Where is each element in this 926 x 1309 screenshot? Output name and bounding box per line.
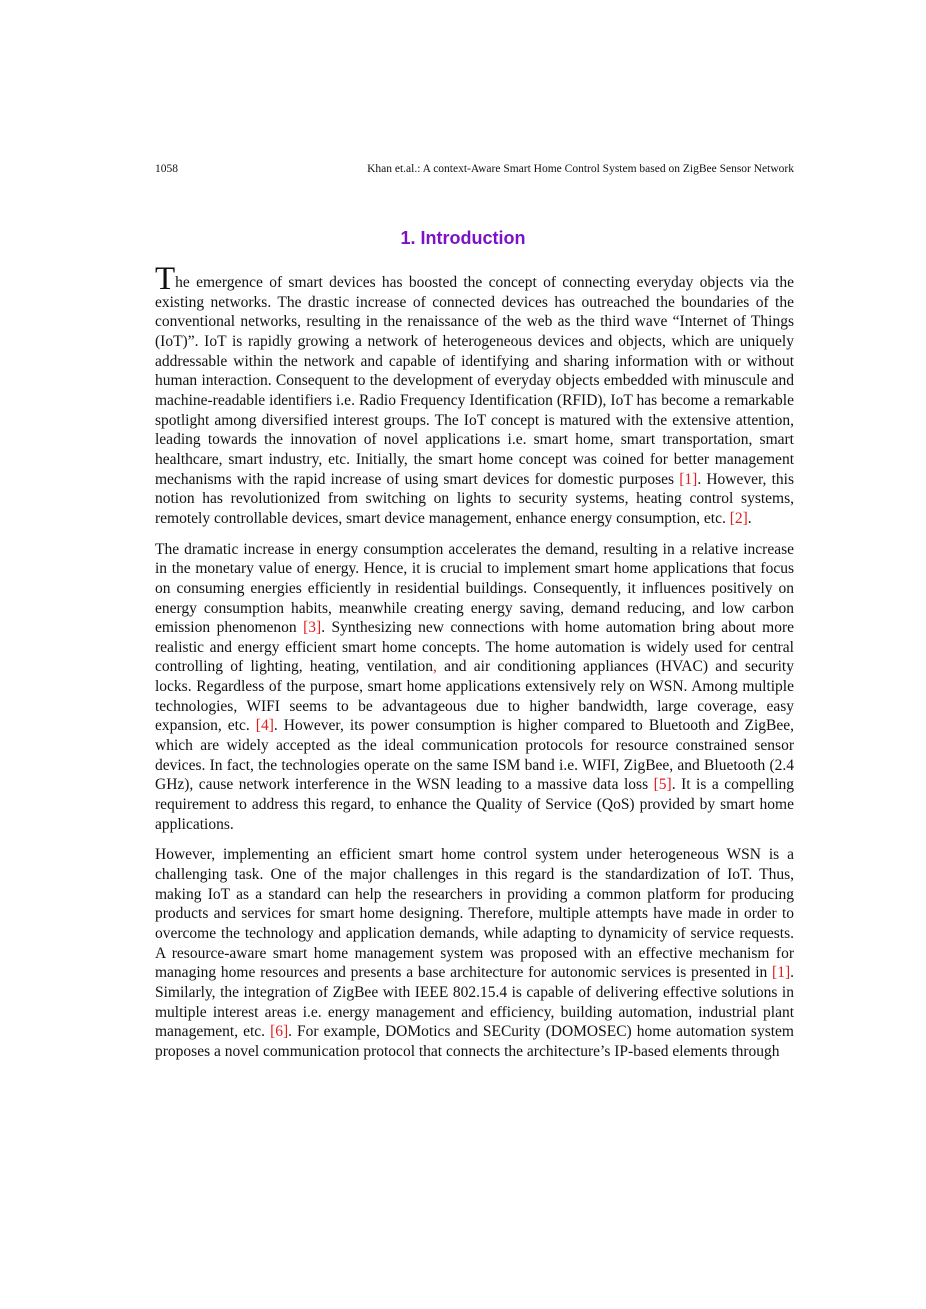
paragraph-text: . Synthesizing new connections with home automation bring about more realistic and energy efficient smart home concepts. The home automation is widely used for central controlling of lighting, heating, ventilation	[155, 619, 794, 676]
paragraph-text: he emergence of smart devices has boosted the concept of connecting everyday objects via the existing networks. The drastic increase of connected devices has outreached the boundaries of the conventional networks, resulting in the renaissance of the web as the third wave “Internet of Things (IoT)”. IoT is rapidly growing a network of heterogeneous devices and objects, which are uniquely addressable within the network and capable of identifying and sharing information with or without human interaction. Consequent to the development of everyday objects embedded with minuscule and machine-readable identifiers i.e. Radio Frequency Identification (RFID), IoT has become a remarkable spotlight among diversified interest groups. The IoT concept is matured with the extensive attention, leading towards the innovation of novel applications i.e. smart home, smart transportation, smart healthcare, smart industry, etc. Initially, the smart home concept was coined for better management mechanisms with the rapid increase of using smart devices for domestic purposes	[155, 274, 794, 488]
citation-link[interactable]: [6]	[270, 1023, 289, 1041]
paragraph-text: and air conditioning appliances (HVAC) and security locks. Regardless of the purpose, smart home applications extensively rely on WSN. Among multiple technologies, WIFI seems to be advantageous due to higher bandwidth, large coverage, easy expansion, etc.	[155, 658, 794, 735]
paragraph-text: . However, its power consumption is higher compared to Bluetooth and ZigBee, which are widely accepted as the ideal communication protocols for resource constrained sensor devices. In fact, the technologies operate on the same ISM band i.e. WIFI, ZigBee, and Bluetooth (2.4 GHz), cause network interference in the WSN leading to a massive data loss	[155, 717, 794, 794]
drop-cap: T	[155, 261, 176, 297]
section-title: 1. Introduction	[400, 228, 526, 248]
paragraph-text: . It is a compelling requirement to address this regard, to enhance the Quality of Service (QoS) provided by smart home applications.	[155, 776, 795, 833]
paragraph-1	[155, 261, 794, 529]
paragraph-text: . For example, DOMotics and SECurity (DOMOSEC) home automation system proposes a novel communication protocol that connects the architecture’s IP-based elements through	[155, 1023, 794, 1060]
citation-link[interactable]: [1]	[679, 470, 698, 488]
paragraph-text: However, implementing an efficient smart home control system under heterogeneous WSN is a challenging task. One of the major challenges in this regard is the standardization of IoT. Thus, making IoT as a standard can help the researchers in providing a common platform for producing products and services for smart home designing. Therefore, multiple attempts have made in order to overcome the technology and application demands, while adapting to dynamicity of service requests. A resource-aware smart home management system was proposed with an effective mechanism for managing home resources and presents a base architecture for autonomic services is presented in	[155, 846, 794, 982]
highlighted-comma: ,	[432, 658, 437, 676]
running-header	[155, 163, 794, 175]
citation-link[interactable]: [3]	[303, 619, 322, 637]
citation-link[interactable]: [4]	[255, 717, 274, 735]
running-title: Khan et.al.: A context-Aware Smart Home Control System based on ZigBee Sensor Network	[367, 163, 794, 175]
citation-link[interactable]: [2]	[729, 509, 748, 527]
page-number: 1058	[155, 163, 178, 175]
paragraph-text: .	[747, 509, 752, 527]
paragraph-text: The dramatic increase in energy consumption accelerates the demand, resulting in a relative increase in the monetary value of energy. Hence, it is crucial to implement smart home applications that focus on consuming energies efficiently in residential buildings. Consequently, it influences positively on energy consumption habits, meanwhile creating energy saving, demand reducing, and low carbon emission phenomenon	[155, 540, 794, 637]
paragraph-3	[155, 845, 794, 1061]
citation-link[interactable]: [1]	[772, 964, 791, 982]
paragraph-text: . However, this notion has revolutionized from switching on lights to security systems, heating control systems, remotely controllable devices, smart device management, enhance energy consumption, etc.	[155, 470, 794, 527]
paragraph-2	[155, 540, 794, 835]
citation-link[interactable]: [5]	[653, 776, 672, 794]
body-text	[155, 261, 795, 1073]
paragraph-text: . Similarly, the integration of ZigBee with IEEE 802.15.4 is capable of delivering effective solutions in multiple interest areas i.e. energy management and efficiency, building automation, industrial plant management, etc.	[155, 964, 794, 1041]
